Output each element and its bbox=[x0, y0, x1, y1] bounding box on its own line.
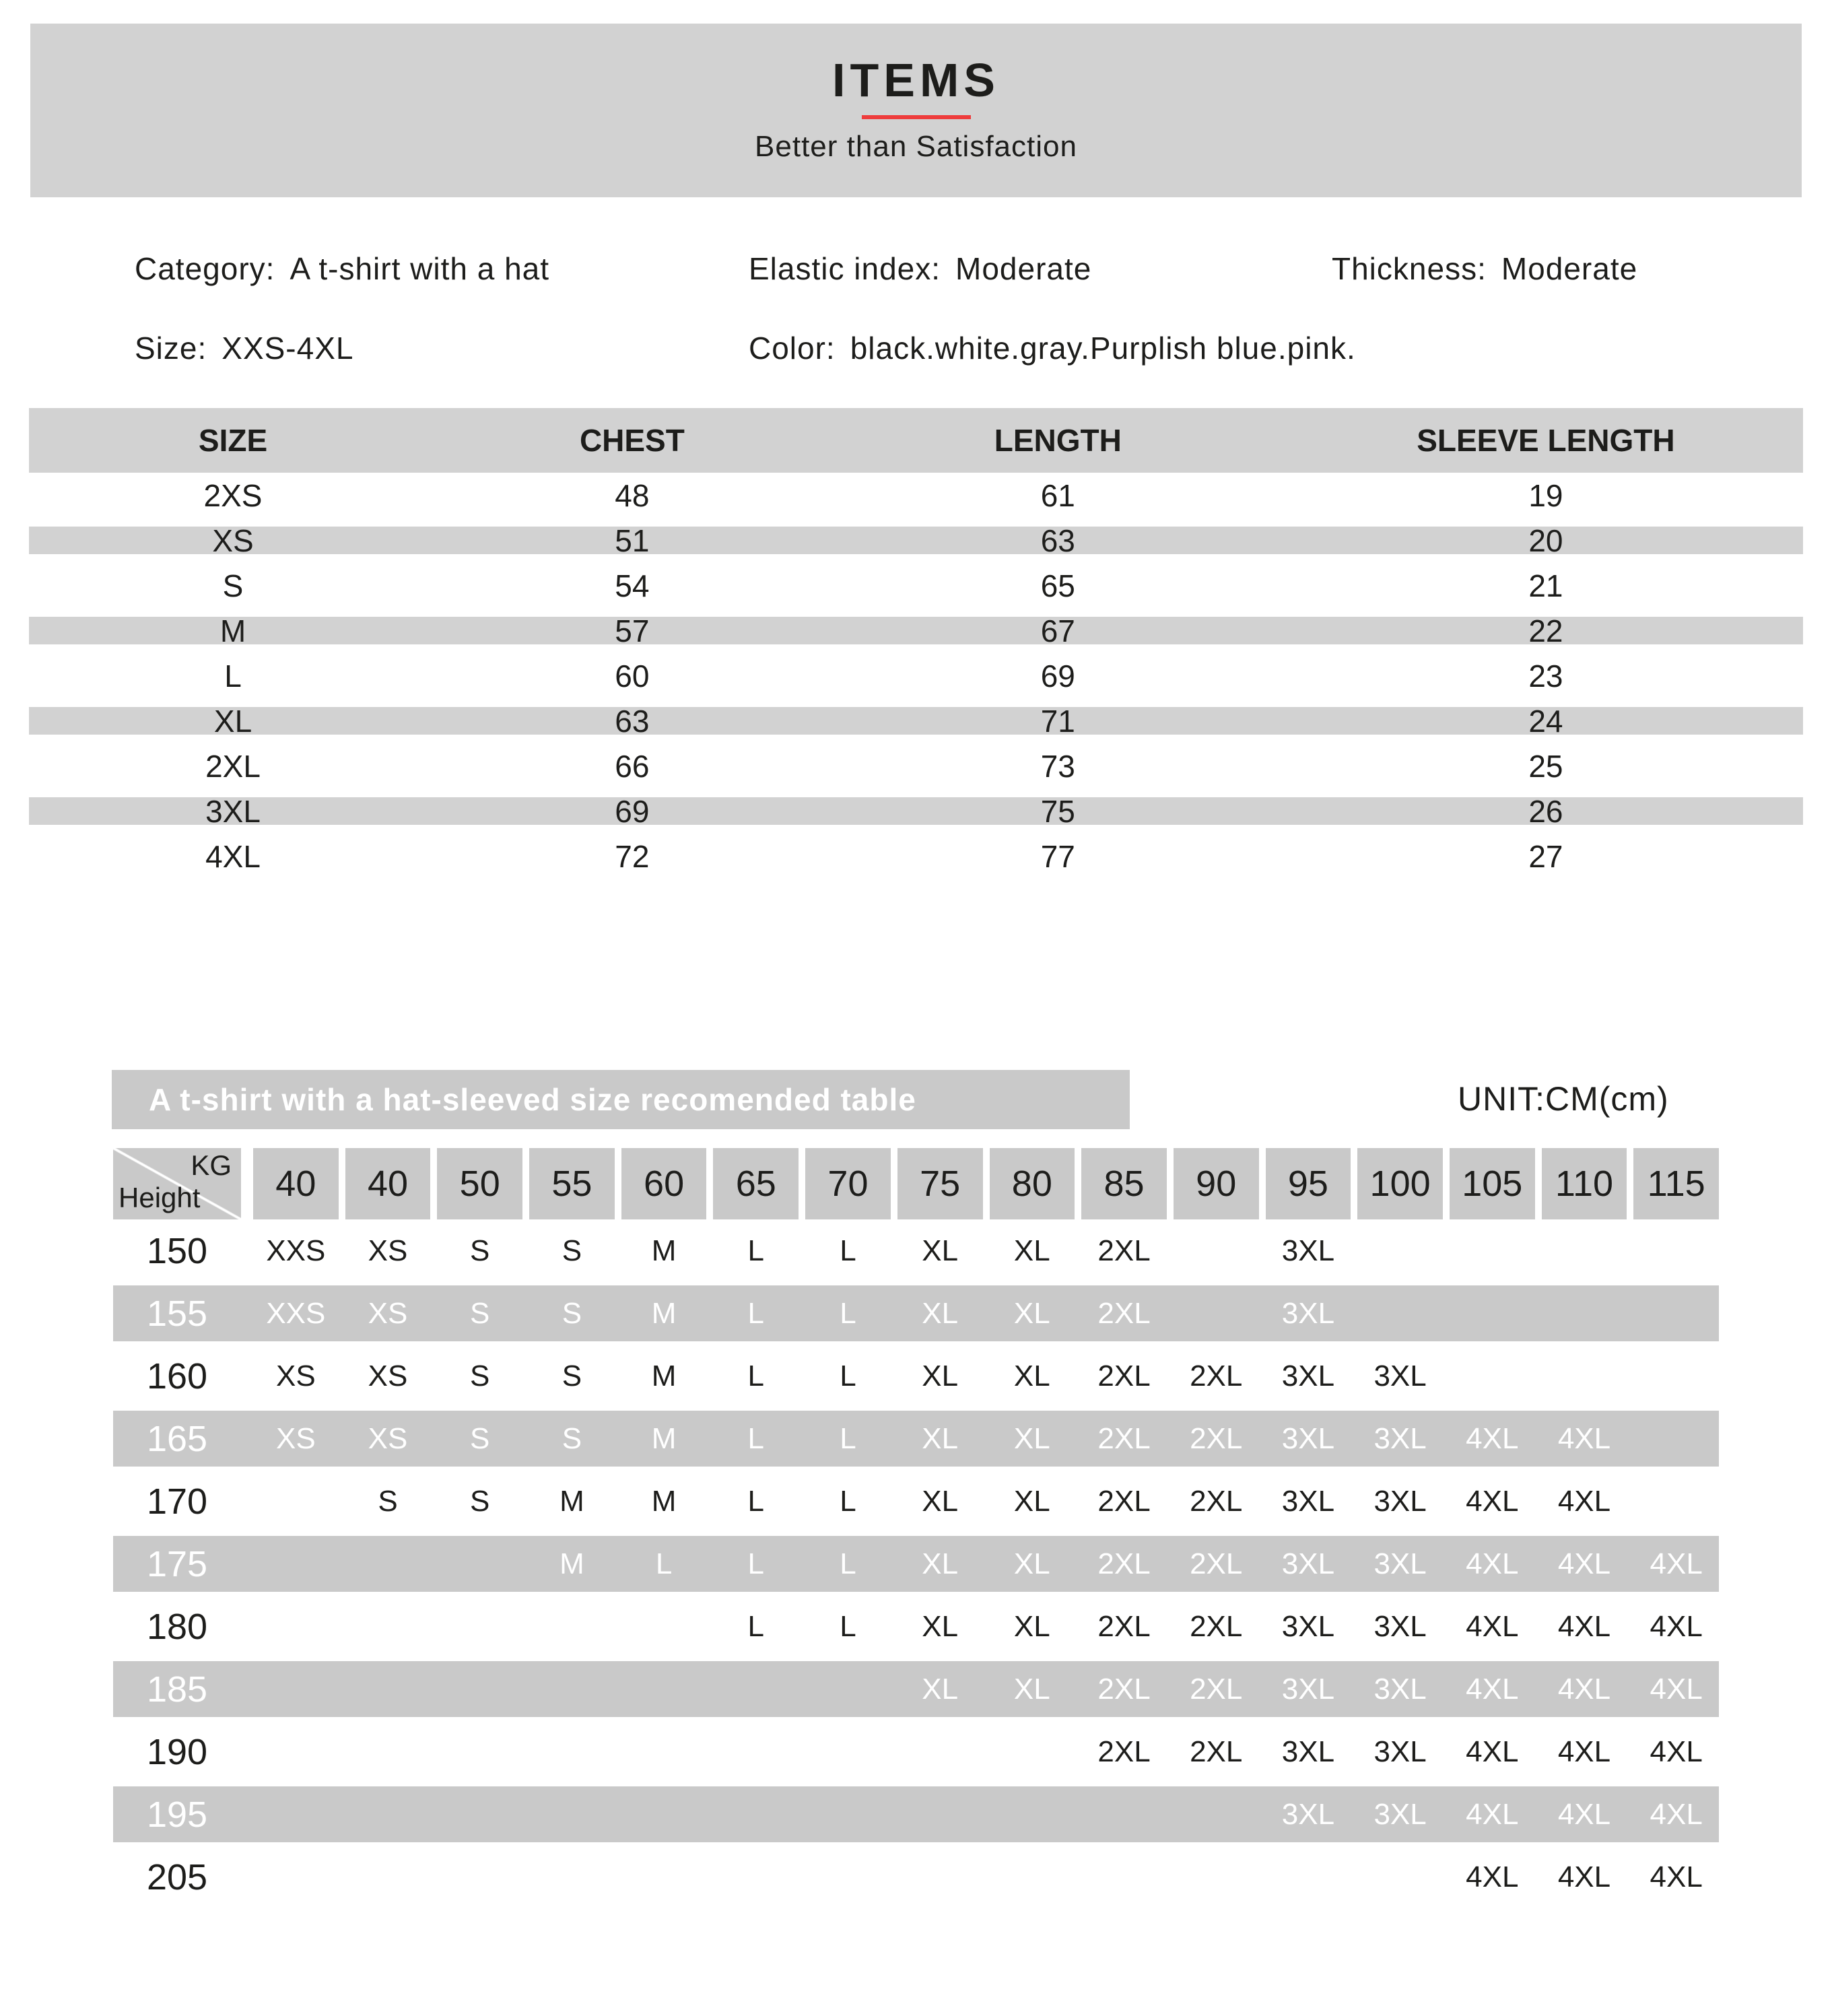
size-recommendation-cell: S bbox=[470, 1234, 490, 1267]
size-recommendation-cell: 3XL bbox=[1281, 1296, 1335, 1330]
weight-header-cell: 60 bbox=[621, 1148, 707, 1219]
size-recommendation-cell: XL bbox=[922, 1296, 959, 1330]
matrix-row bbox=[113, 1658, 1719, 1720]
size-recommendation-cell: XL bbox=[1013, 1359, 1050, 1392]
size-recommendation-cell: M bbox=[651, 1234, 677, 1267]
size-recommendation-cell: 2XL bbox=[1190, 1547, 1243, 1580]
height-cell: 155 bbox=[146, 1293, 208, 1334]
size-recommendation-cell: 2XL bbox=[1097, 1547, 1151, 1580]
size-table-row bbox=[29, 743, 1803, 788]
size-recommendation-cell: 3XL bbox=[1373, 1735, 1427, 1768]
weight-header-cell: 95 bbox=[1266, 1148, 1351, 1219]
size-recommendation-cell: 3XL bbox=[1281, 1234, 1335, 1267]
size-recommend-matrix bbox=[113, 1148, 1719, 1908]
column-header-sleeve-length: SLEEVE LENGTH bbox=[1417, 423, 1675, 458]
chest-cell: 63 bbox=[615, 703, 650, 739]
size-recommendation-cell: 2XL bbox=[1097, 1609, 1151, 1643]
size-recommendation-cell: XL bbox=[1013, 1484, 1050, 1518]
size-range-value: XXS-4XL bbox=[222, 331, 354, 366]
size-recommendation-cell: M bbox=[651, 1484, 677, 1518]
size-recommendation-cell: M bbox=[651, 1296, 677, 1330]
sleeve-length-cell: 21 bbox=[1528, 568, 1563, 603]
size-recommendation-cell: XL bbox=[1013, 1609, 1050, 1643]
size-recommendation-cell: 4XL bbox=[1557, 1735, 1611, 1768]
size-recommendation-cell: XXS bbox=[266, 1296, 326, 1330]
matrix-row bbox=[113, 1846, 1719, 1908]
unit-label: UNIT:CM(cm) bbox=[1458, 1080, 1669, 1118]
info-thickness bbox=[1332, 250, 1637, 287]
size-recommendation-cell: S bbox=[562, 1296, 582, 1330]
size-recommendation-cell: XL bbox=[922, 1234, 959, 1267]
size-recommendation-cell: 3XL bbox=[1281, 1735, 1335, 1768]
size-recommendation-cell: 4XL bbox=[1557, 1421, 1611, 1455]
size-table-row bbox=[29, 788, 1803, 834]
page-subtitle: Better than Satisfaction bbox=[755, 130, 1077, 163]
size-recommendation-cell: 3XL bbox=[1281, 1672, 1335, 1706]
chest-cell: 60 bbox=[615, 658, 650, 694]
length-cell: 63 bbox=[1040, 523, 1075, 558]
height-cell: 150 bbox=[146, 1230, 208, 1271]
size-recommendation-cell: 3XL bbox=[1281, 1484, 1335, 1518]
size-recommendation-cell: 2XL bbox=[1097, 1421, 1151, 1455]
size-cell: S bbox=[222, 568, 244, 603]
size-recommendation-cell: 4XL bbox=[1466, 1797, 1519, 1831]
matrix-row bbox=[113, 1720, 1719, 1783]
size-cell: 3XL bbox=[205, 793, 261, 829]
size-recommendation-cell: 2XL bbox=[1097, 1234, 1151, 1267]
size-recommendation-cell: 2XL bbox=[1097, 1735, 1151, 1768]
size-recommendation-cell: 4XL bbox=[1557, 1609, 1611, 1643]
chest-cell: 51 bbox=[615, 523, 650, 558]
size-recommendation-cell: S bbox=[470, 1296, 490, 1330]
colors-value: black.white.gray.Purplish blue.pink. bbox=[850, 331, 1356, 366]
weight-header-cell: 115 bbox=[1633, 1148, 1719, 1219]
size-table-row bbox=[29, 563, 1803, 608]
size-recommendation-cell: L bbox=[840, 1421, 856, 1455]
weight-header-cell: 40 bbox=[253, 1148, 339, 1219]
height-cell: 175 bbox=[146, 1543, 208, 1584]
size-recommendation-cell: XL bbox=[1013, 1296, 1050, 1330]
size-recommendation-cell: S bbox=[470, 1484, 490, 1518]
size-recommendation-cell: 4XL bbox=[1466, 1735, 1519, 1768]
size-recommendation-cell: XS bbox=[275, 1421, 316, 1455]
size-table-row bbox=[29, 653, 1803, 698]
size-recommendation-cell: L bbox=[747, 1609, 765, 1643]
weight-header-cell: 55 bbox=[529, 1148, 615, 1219]
sleeve-length-cell: 25 bbox=[1528, 748, 1563, 784]
size-recommendation-cell: 4XL bbox=[1650, 1797, 1703, 1831]
size-recommendation-cell: 4XL bbox=[1557, 1860, 1611, 1893]
sleeve-length-cell: 20 bbox=[1528, 523, 1563, 558]
size-recommendation-cell: XL bbox=[1013, 1547, 1050, 1580]
matrix-row bbox=[113, 1282, 1719, 1345]
size-recommendation-cell: 2XL bbox=[1097, 1296, 1151, 1330]
column-header-size: SIZE bbox=[198, 423, 268, 458]
size-table-row bbox=[29, 473, 1803, 518]
recommend-table-title: A t-shirt with a hat-sleeved size recomended table bbox=[112, 1070, 1130, 1129]
size-recommendation-cell: 2XL bbox=[1097, 1672, 1151, 1706]
height-cell: 180 bbox=[146, 1606, 208, 1647]
weight-header-cell: 50 bbox=[437, 1148, 522, 1219]
size-recommendation-cell: 4XL bbox=[1557, 1484, 1611, 1518]
size-recommendation-cell: XS bbox=[275, 1359, 316, 1392]
weight-header-cell: 65 bbox=[713, 1148, 799, 1219]
size-recommendation-cell: XL bbox=[922, 1484, 959, 1518]
size-recommendation-cell: L bbox=[747, 1421, 765, 1455]
size-measurements-table bbox=[29, 408, 1803, 879]
sleeve-length-cell: 22 bbox=[1528, 613, 1563, 648]
size-cell: M bbox=[219, 613, 246, 648]
weight-header-cell: 100 bbox=[1357, 1148, 1443, 1219]
length-cell: 75 bbox=[1040, 793, 1075, 829]
size-recommendation-cell: XL bbox=[1013, 1421, 1050, 1455]
size-recommendation-cell: 4XL bbox=[1650, 1547, 1703, 1580]
weight-header-cell: 90 bbox=[1174, 1148, 1259, 1219]
size-cell: 2XL bbox=[205, 748, 261, 784]
size-recommendation-cell: 2XL bbox=[1097, 1359, 1151, 1392]
size-recommendation-cell: 3XL bbox=[1281, 1609, 1335, 1643]
colors-label: Color: bbox=[749, 331, 836, 366]
category-value: A t-shirt with a hat bbox=[290, 251, 550, 286]
matrix-row bbox=[113, 1407, 1719, 1470]
size-cell: 2XS bbox=[203, 477, 263, 513]
sleeve-length-cell: 27 bbox=[1528, 838, 1563, 874]
size-recommendation-cell: 4XL bbox=[1650, 1735, 1703, 1768]
size-recommendation-cell: XS bbox=[368, 1296, 408, 1330]
size-cell: L bbox=[224, 658, 242, 694]
matrix-corner-cell bbox=[113, 1148, 241, 1219]
size-table-row bbox=[29, 518, 1803, 563]
size-recommendation-cell: M bbox=[559, 1484, 584, 1518]
info-colors bbox=[749, 330, 1356, 366]
size-table-row bbox=[29, 608, 1803, 653]
size-recommendation-cell: XL bbox=[922, 1359, 959, 1392]
size-recommendation-cell: 3XL bbox=[1373, 1484, 1427, 1518]
title-underline bbox=[862, 115, 971, 119]
chest-cell: 57 bbox=[615, 613, 650, 648]
length-cell: 61 bbox=[1040, 477, 1075, 513]
size-recommendation-cell: 4XL bbox=[1466, 1860, 1519, 1893]
size-recommendation-cell: 4XL bbox=[1557, 1797, 1611, 1831]
chest-cell: 48 bbox=[615, 477, 650, 513]
size-recommendation-cell: 4XL bbox=[1466, 1609, 1519, 1643]
size-recommendation-cell: 4XL bbox=[1466, 1421, 1519, 1455]
length-cell: 65 bbox=[1040, 568, 1075, 603]
height-cell: 195 bbox=[146, 1794, 208, 1835]
size-recommendation-cell: 2XL bbox=[1190, 1484, 1243, 1518]
chest-cell: 66 bbox=[615, 748, 650, 784]
size-cell: XL bbox=[213, 703, 252, 739]
matrix-body bbox=[113, 1219, 1719, 1908]
category-label: Category: bbox=[135, 251, 275, 286]
size-recommendation-cell: 2XL bbox=[1190, 1421, 1243, 1455]
size-recommendation-cell: M bbox=[651, 1359, 677, 1392]
info-size-range bbox=[135, 330, 353, 366]
size-range-label: Size: bbox=[135, 331, 207, 366]
size-recommendation-cell: 4XL bbox=[1650, 1609, 1703, 1643]
size-recommendation-cell: L bbox=[840, 1359, 856, 1392]
sleeve-length-cell: 26 bbox=[1528, 793, 1563, 829]
size-recommendation-cell: 4XL bbox=[1557, 1547, 1611, 1580]
size-recommendation-cell: S bbox=[470, 1359, 490, 1392]
elastic-index-label: Elastic index: bbox=[749, 251, 941, 286]
size-recommendation-cell: S bbox=[470, 1421, 490, 1455]
sleeve-length-cell: 24 bbox=[1528, 703, 1563, 739]
length-cell: 77 bbox=[1040, 838, 1075, 874]
page-title: ITEMS bbox=[832, 54, 1000, 106]
size-recommendation-cell: L bbox=[747, 1296, 765, 1330]
size-recommendation-cell: L bbox=[747, 1234, 765, 1267]
length-cell: 67 bbox=[1040, 613, 1075, 648]
size-recommendation-cell: 4XL bbox=[1466, 1672, 1519, 1706]
size-recommendation-cell: XS bbox=[368, 1234, 408, 1267]
size-recommendation-cell: L bbox=[840, 1484, 856, 1518]
size-recommendation-cell: 3XL bbox=[1373, 1421, 1427, 1455]
size-recommendation-cell: S bbox=[562, 1234, 582, 1267]
kg-label: KG bbox=[191, 1149, 232, 1181]
size-recommendation-cell: S bbox=[562, 1421, 582, 1455]
matrix-header bbox=[113, 1148, 1719, 1219]
size-table-row bbox=[29, 698, 1803, 743]
size-recommendation-cell: 3XL bbox=[1373, 1609, 1427, 1643]
size-recommendation-cell: XL bbox=[922, 1421, 959, 1455]
size-recommendation-cell: 3XL bbox=[1281, 1421, 1335, 1455]
size-recommendation-cell: 4XL bbox=[1466, 1484, 1519, 1518]
size-recommendation-cell: 2XL bbox=[1190, 1672, 1243, 1706]
weight-header-cell: 110 bbox=[1542, 1148, 1627, 1219]
size-recommendation-cell: M bbox=[651, 1421, 677, 1455]
size-recommendation-cell: 3XL bbox=[1281, 1547, 1335, 1580]
size-table-header bbox=[29, 408, 1803, 473]
weight-header-cell: 85 bbox=[1081, 1148, 1167, 1219]
size-recommendation-cell: XL bbox=[922, 1672, 959, 1706]
size-recommendation-cell: 4XL bbox=[1650, 1672, 1703, 1706]
matrix-row bbox=[113, 1219, 1719, 1282]
matrix-row bbox=[113, 1595, 1719, 1658]
header-banner bbox=[30, 24, 1802, 197]
height-cell: 185 bbox=[146, 1669, 208, 1710]
matrix-row bbox=[113, 1345, 1719, 1407]
size-recommendation-cell: XL bbox=[922, 1547, 959, 1580]
size-recommendation-cell: XL bbox=[922, 1609, 959, 1643]
height-cell: 205 bbox=[146, 1856, 208, 1897]
weight-header-cell: 105 bbox=[1450, 1148, 1535, 1219]
size-recommendation-cell: 3XL bbox=[1281, 1797, 1335, 1831]
size-recommendation-cell: 3XL bbox=[1373, 1359, 1427, 1392]
size-recommendation-cell: 2XL bbox=[1097, 1484, 1151, 1518]
height-cell: 190 bbox=[146, 1731, 208, 1772]
size-recommendation-cell: 4XL bbox=[1557, 1672, 1611, 1706]
info-elastic-index bbox=[749, 250, 1091, 287]
size-recommendation-cell: 2XL bbox=[1190, 1609, 1243, 1643]
sleeve-length-cell: 23 bbox=[1528, 658, 1563, 694]
height-label: Height bbox=[118, 1182, 201, 1213]
column-header-chest: CHEST bbox=[579, 423, 685, 458]
size-recommendation-cell: L bbox=[747, 1484, 765, 1518]
size-recommendation-cell: 2XL bbox=[1190, 1735, 1243, 1768]
length-cell: 71 bbox=[1040, 703, 1075, 739]
height-cell: 160 bbox=[146, 1355, 208, 1397]
height-cell: 165 bbox=[146, 1418, 208, 1459]
weight-header-cell: 75 bbox=[897, 1148, 983, 1219]
size-recommendation-cell: 4XL bbox=[1466, 1547, 1519, 1580]
length-cell: 69 bbox=[1040, 658, 1075, 694]
size-recommendation-cell: L bbox=[655, 1547, 673, 1580]
weight-header-cell: 80 bbox=[990, 1148, 1075, 1219]
size-recommendation-cell: XL bbox=[1013, 1672, 1050, 1706]
size-table-body bbox=[29, 473, 1803, 879]
size-recommendation-cell: XS bbox=[368, 1359, 408, 1392]
size-recommendation-cell: L bbox=[840, 1609, 856, 1643]
size-recommendation-cell: L bbox=[747, 1547, 765, 1580]
matrix-row bbox=[113, 1470, 1719, 1533]
size-recommendation-cell: 3XL bbox=[1373, 1547, 1427, 1580]
height-cell: 170 bbox=[146, 1481, 208, 1522]
thickness-value: Moderate bbox=[1501, 251, 1638, 286]
size-recommendation-cell: 3XL bbox=[1373, 1797, 1427, 1831]
chest-cell: 69 bbox=[615, 793, 650, 829]
size-recommendation-cell: XL bbox=[1013, 1234, 1050, 1267]
weight-header-cell: 70 bbox=[805, 1148, 891, 1219]
info-category bbox=[135, 250, 549, 287]
chest-cell: 72 bbox=[615, 838, 650, 874]
size-recommendation-cell: L bbox=[840, 1296, 856, 1330]
size-recommendation-cell: L bbox=[840, 1234, 856, 1267]
length-cell: 73 bbox=[1040, 748, 1075, 784]
size-recommendation-cell: XXS bbox=[266, 1234, 326, 1267]
matrix-row bbox=[113, 1533, 1719, 1595]
chest-cell: 54 bbox=[615, 568, 650, 603]
size-recommendation-cell: L bbox=[747, 1359, 765, 1392]
size-table-row bbox=[29, 834, 1803, 879]
size-recommendation-cell: M bbox=[559, 1547, 584, 1580]
size-recommendation-cell: S bbox=[378, 1484, 398, 1518]
matrix-row bbox=[113, 1783, 1719, 1846]
size-cell: XS bbox=[212, 523, 254, 558]
size-cell: 4XL bbox=[205, 838, 261, 874]
size-recommendation-cell: L bbox=[840, 1547, 856, 1580]
elastic-index-value: Moderate bbox=[955, 251, 1092, 286]
size-recommendation-cell: 2XL bbox=[1190, 1359, 1243, 1392]
thickness-label: Thickness: bbox=[1332, 251, 1487, 286]
size-recommendation-cell: 3XL bbox=[1281, 1359, 1335, 1392]
size-recommendation-cell: XS bbox=[368, 1421, 408, 1455]
sleeve-length-cell: 19 bbox=[1528, 477, 1563, 513]
column-header-length: LENGTH bbox=[994, 423, 1122, 458]
size-recommendation-cell: S bbox=[562, 1359, 582, 1392]
size-recommendation-cell: 3XL bbox=[1373, 1672, 1427, 1706]
size-recommendation-cell: 4XL bbox=[1650, 1860, 1703, 1893]
weight-header-cell: 40 bbox=[345, 1148, 431, 1219]
